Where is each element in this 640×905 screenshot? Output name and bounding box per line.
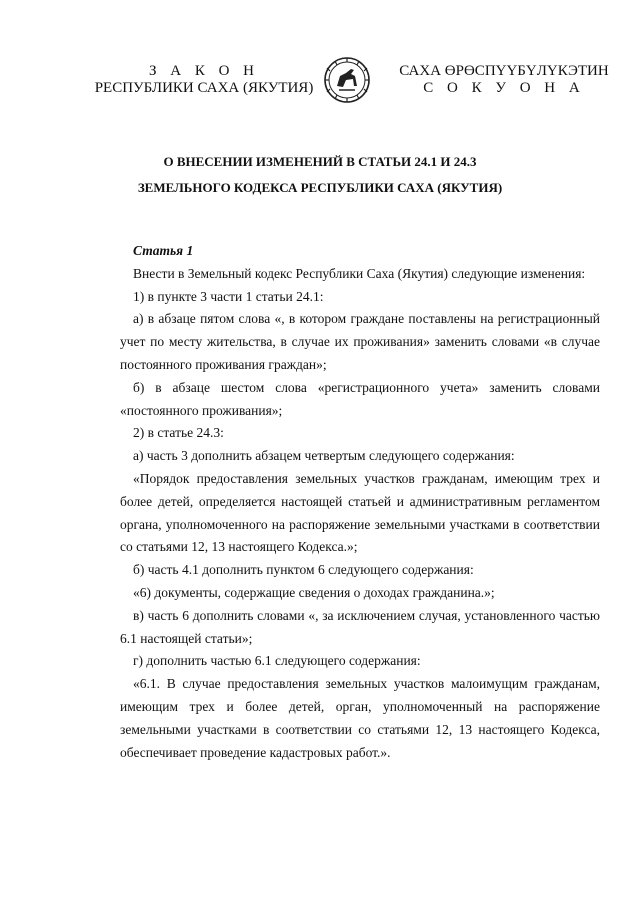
header-law-word: З А К О Н: [148, 63, 260, 79]
paragraph: 1) в пункте 3 части 1 статьи 24.1:: [133, 288, 324, 304]
paragraph: а) часть 3 дополнить абзацем четвертым следующего содержания:: [133, 448, 515, 464]
paragraph: б) часть 4.1 дополнить пунктом 6 следующего содержания:: [133, 562, 474, 578]
paragraph: «Порядок предоставления земельных участков гражданам, имеющим трех и более детей, определяется настоящей статьей и административным регламентом органа, уполномоченного на распоряжение земельными участками в соответствии со статьями 12, 13 настоящего Кодекса.»;: [120, 470, 600, 555]
paragraph: в) часть 6 дополнить словами «, за исключением случая, установленного частью 6.1 настоящей статьи»;: [120, 607, 600, 646]
article-heading: Статья 1: [133, 243, 194, 258]
coat-of-arms-icon: [313, 56, 381, 104]
paragraph: «6.1. В случае предоставления земельных участков малоимущим гражданам, имеющим трех и более детей, орган, уполномоченный на распоряжение земельными участками в соответствии со статьями 12, 13 настоящего Кодекса, обеспечивает проведение кадастровых работ.».: [120, 676, 600, 760]
paragraph: 2) в статье 24.3:: [133, 425, 224, 441]
header-right: [388, 63, 620, 97]
document-title-line1: О ВНЕСЕНИИ ИЗМЕНЕНИЙ В СТАТЬИ 24.1 И 24.3: [163, 154, 477, 169]
paragraph: Внести в Земельный кодекс Республики Саха (Якутия) следующие изменения:: [133, 265, 586, 281]
paragraph: г) дополнить частью 6.1 следующего содержания:: [133, 653, 421, 669]
paragraph: а) в абзаце пятом слова «, в котором граждане поставлены на регистрационный учет по месту жительства, в случае их проживания» заменить словами «в случае постоянного проживания граждан»;: [120, 311, 600, 372]
paragraph: б) в абзаце шестом слова «регистрационного учета» заменить словами «постоянного проживания»;: [120, 379, 600, 418]
header-law-word-sakha: С О К У О Н А: [423, 80, 585, 96]
header-left: [84, 63, 324, 97]
document-title-line2: ЗЕМЕЛЬНОГО КОДЕКСА РЕСПУБЛИКИ САХА (ЯКУТИЯ): [137, 180, 503, 195]
document-body: [120, 240, 600, 764]
paragraph: «6) документы, содержащие сведения о доходах гражданина.»;: [133, 584, 495, 600]
header-republic-name: РЕСПУБЛИКИ САХА (ЯКУТИЯ): [94, 80, 314, 96]
header-republic-name-sakha: САХА ӨРӨСПҮҮБҮЛҮКЭТИН: [399, 63, 609, 79]
